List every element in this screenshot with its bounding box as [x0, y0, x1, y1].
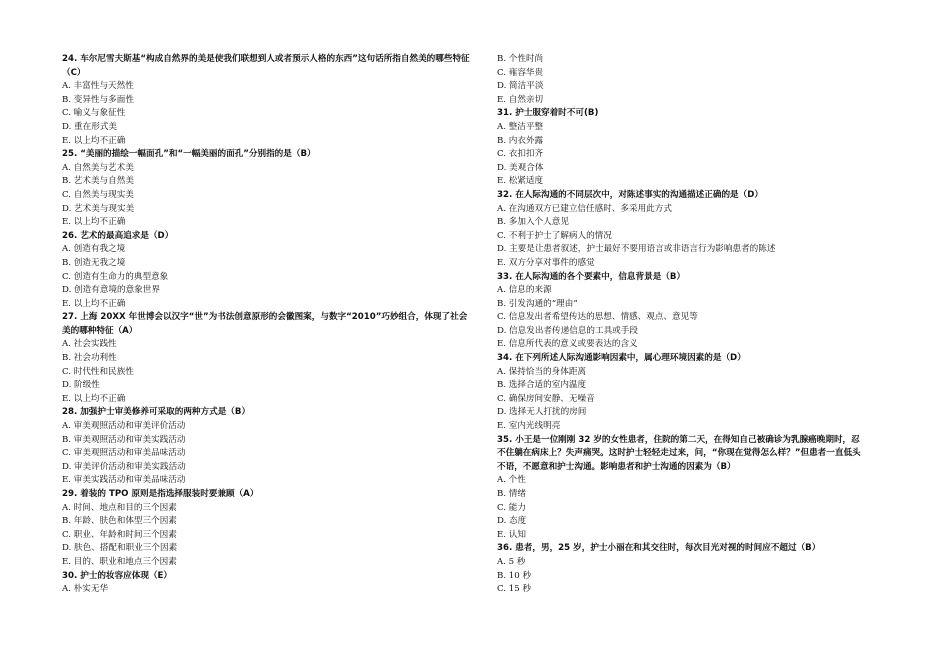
answer-option: C. 时代性和民族性 [62, 366, 134, 377]
question-stem: 35. 小王是一位刚刚 32 岁的女性患者，住院的第二天，在得知自己被确诊为乳腺癌晚期时，忍不住躺在病床上？失声痛哭。这时护士轻轻走过来，问，“你现在觉得怎么样？”但患者一直低头不语，不愿意和护士沟通。影响患者和护士沟通的因素为（B） [497, 434, 861, 472]
answer-option: E. 双方分享对事件的感觉 [497, 257, 595, 268]
answer-option: C. 自然美与现实美 [62, 189, 134, 200]
answer-option: B. 创造无我之境 [62, 257, 126, 268]
answer-option: C. 信息发出者希望传达的思想、情感、观点、意见等 [497, 312, 698, 323]
question-stem: 30. 护士的妆容应体现（E） [62, 570, 173, 581]
answer-option: B. 引发沟通的“理由” [497, 298, 578, 309]
question-stem: 29. 着装的 TPO 原则是指选择服装时要兼顾（A） [62, 489, 259, 499]
answer-option: D. 审美评价活动和审美实践活动 [62, 461, 186, 472]
answer-option: D. 创造有意境的意象世界 [62, 285, 160, 296]
question-stem: 31. 护士服穿着时不可(B) [497, 108, 599, 119]
answer-option: B. 个性时尚 [497, 54, 544, 64]
answer-option: A. 信息的来源 [497, 285, 552, 296]
question-stem: 25. “美丽的描绘一幅面孔”和“一幅美丽的面孔”分别指的是（B） [62, 149, 316, 160]
answer-option: C. 不利于护士了解病人的情况 [497, 230, 612, 241]
answer-option: D. 简洁平淡 [497, 81, 544, 92]
answer-option: C. 雍容华贵 [497, 67, 544, 78]
answer-option: E. 目的、职业和地点三个因素 [62, 556, 177, 567]
answer-option: E. 以上均不正确 [62, 393, 126, 404]
answer-option: E. 以上均不正确 [62, 217, 126, 228]
answer-option: A. 5 秒 [497, 556, 526, 567]
answer-option: A. 在沟通双方已建立信任感时、多采用此方式 [497, 203, 672, 214]
answer-option: E. 松紧适度 [497, 176, 544, 187]
answer-option: A. 创造有我之境 [62, 244, 126, 255]
answer-option: C. 审美观照活动和审美品味活动 [62, 448, 186, 459]
answer-option: D. 重在形式美 [62, 121, 118, 132]
answer-option: A. 时间、地点和目的三个因素 [62, 502, 177, 513]
answer-option: A. 整洁平整 [497, 121, 544, 132]
answer-option: C. 能力 [497, 502, 526, 513]
answer-option: E. 室内光线明亮 [497, 421, 561, 432]
answer-option: B. 情绪 [497, 489, 526, 499]
question-stem: 24. 车尔尼雪夫斯基“构成自然界的美是使我们联想到人或者预示人格的东西”这句话所指自然美的哪些特征（C） [62, 54, 470, 78]
answer-option: A. 社会实践性 [62, 339, 117, 350]
answer-option: B. 内衣外露 [497, 135, 544, 146]
answer-option: D. 态度 [497, 516, 527, 527]
answer-option: B. 10 秒 [497, 570, 532, 581]
answer-option: B. 审美观照活动和审美实践活动 [62, 434, 186, 445]
answer-option: C. 喻义与象征性 [62, 108, 126, 119]
answer-option: A. 朴实无华 [62, 584, 109, 595]
answer-option: A. 自然美与艺术美 [62, 162, 134, 173]
left-column [62, 53, 474, 597]
answer-option: D. 艺术美与现实美 [62, 203, 135, 214]
answer-option: E. 自然亲切 [497, 94, 544, 105]
answer-option: E. 审美实践活动和审美品味活动 [62, 475, 186, 486]
answer-option: B. 社会功利性 [62, 353, 117, 364]
question-stem: 34. 在下列所述人际沟通影响因素中，属心理环境因素的是（D） [497, 353, 746, 364]
answer-option: D. 肤色、搭配和职业三个因素 [62, 543, 178, 554]
question-stem: 27. 上海 20XX 年世博会以汉字“世”为书法创意原形的会徽图案，与数字“2010”巧妙组合，体现了社会美的哪种特征（A） [62, 312, 468, 336]
question-stem: 28. 加强护士审美修养可采取的两种方式是（B） [62, 407, 251, 418]
answer-option: A. 保持恰当的身体距离 [497, 366, 587, 377]
answer-option: B. 变异性与多面性 [62, 94, 134, 105]
answer-option: E. 以上均不正确 [62, 135, 126, 146]
question-stem: 32. 在人际沟通的不同层次中，对陈述事实的沟通描述正确的是（D） [497, 189, 763, 200]
answer-option: D. 阶级性 [62, 380, 100, 391]
question-stem: 26. 艺术的最高追求是（D） [62, 230, 174, 241]
answer-option: E. 认知 [497, 529, 526, 540]
right-column [497, 53, 862, 597]
answer-option: B. 选择合适的室内温度 [497, 380, 587, 391]
answer-option: A. 丰富性与天然性 [62, 81, 134, 92]
answer-option: D. 信息发出者传递信息的工具或手段 [497, 325, 638, 336]
answer-option: C. 确保房间安静、无噪音 [497, 393, 595, 404]
answer-option: B. 多加入个人意见 [497, 217, 569, 228]
question-stem: 36. 患者，男，25 岁，护士小丽在和其交往时，每次目光对视的时间应不超过（B） [497, 543, 821, 554]
answer-option: B. 年龄、肤色和体型三个因素 [62, 516, 177, 527]
answer-option: C. 衣扣扣齐 [497, 149, 544, 160]
answer-option: B. 艺术美与自然美 [62, 176, 134, 187]
question-stem: 33. 在人际沟通的各个要素中，信息背景是（B） [497, 271, 686, 282]
answer-option: D. 美观合体 [497, 162, 544, 173]
answer-option: D. 选择无人打扰的房间 [497, 407, 587, 418]
answer-option: C. 职业、年龄和时间三个因素 [62, 529, 177, 540]
answer-option: C. 15 秒 [497, 584, 531, 595]
answer-option: A. 个性 [497, 475, 526, 486]
answer-option: D. 主要是让患者叙述，护士最好不要用语言或非语言行为影响患者的陈述 [497, 244, 776, 255]
answer-option: E. 信息所代表的意义或要表达的含义 [497, 339, 638, 350]
answer-option: A. 审美观照活动和审美评价活动 [62, 421, 186, 432]
answer-option: E. 以上均不正确 [62, 298, 126, 309]
answer-option: C. 创造有生命力的典型意象 [62, 271, 169, 282]
